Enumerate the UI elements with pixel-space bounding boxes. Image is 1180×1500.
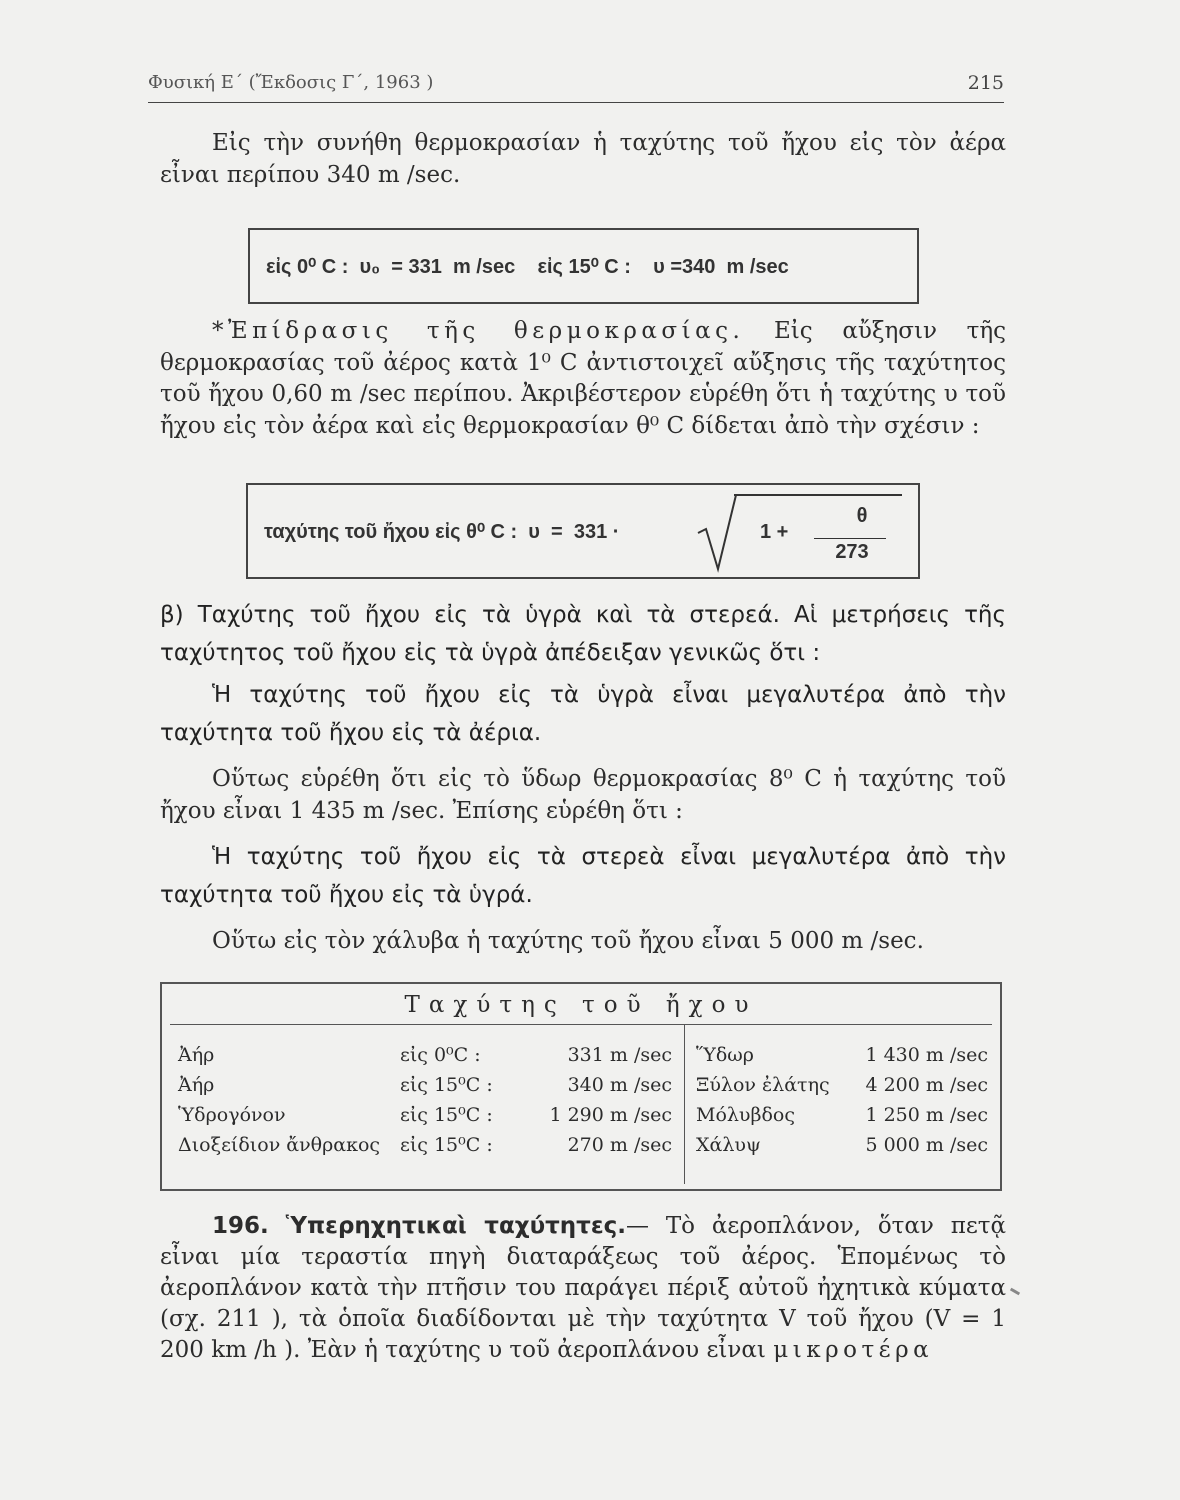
medium-name: Διοξείδιον ἄνθρακος bbox=[178, 1134, 381, 1156]
medium-speed: 1 290 m /sec bbox=[549, 1104, 672, 1126]
paragraph-supersonic bbox=[160, 1211, 1006, 1366]
material-speed: 5 000 m /sec bbox=[865, 1134, 988, 1156]
formula-denominator: 273 bbox=[835, 541, 869, 563]
speed-values: εἰς 0⁰ C : υ₀ = 331 m /sec εἰς 15⁰ C : υ =340 m /sec bbox=[266, 256, 789, 278]
medium-speed: 331 m /sec bbox=[567, 1044, 672, 1066]
table-title: Ταχύτης τοῦ ἤχου bbox=[404, 992, 758, 1018]
fraction-line bbox=[814, 538, 886, 539]
material-name: Ξύλον ἐλάτης bbox=[696, 1074, 830, 1096]
formula-numerator: θ bbox=[856, 505, 868, 527]
section-end-word: μικροτέρα bbox=[773, 1337, 934, 1363]
print-mark bbox=[1010, 1288, 1020, 1296]
medium-temperature: εἰς 15⁰C : bbox=[400, 1074, 493, 1096]
medium-name: Ἀήρ bbox=[178, 1074, 215, 1096]
paragraph-liquids-solids bbox=[160, 596, 1006, 672]
speed-formula-box bbox=[248, 228, 919, 304]
liquids-solids-text: β) Ταχύτης τοῦ ἤχου εἰς τὰ ὑγρὰ καὶ τὰ στερεά. Αἱ μετρήσεις τῆς ταχύτητος τοῦ ἤχου εἰς τὰ ὑγρὰ ἀπέδειξαν γενικῶς ὅτι : bbox=[160, 602, 1006, 666]
medium-temperature: εἰς 0⁰C : bbox=[400, 1044, 481, 1066]
section-text: — Τὸ ἀεροπλάνον, ὅταν πετᾷ εἶναι μία τεραστία πηγὴ διαταράξεως τοῦ ἀέρος. Ἑπομένως τὸ ἀεροπλάνον κατὰ τὴν πτῆσιν του παράγει πέριξ αὐτοῦ ἠχητικὰ κύματα (σχ. 211 ), τὰ ὁποῖα διαδίδονται μὲ τὴν ταχύτητα V τοῦ ἤχου (V = 1 200 km /h ). Ἐὰν ἡ ταχύτης υ τοῦ ἀεροπλάνου εἶναι bbox=[160, 1213, 1007, 1363]
formula-one-plus: 1 + bbox=[760, 521, 789, 543]
material-speed: 1 250 m /sec bbox=[865, 1104, 988, 1126]
medium-temperature: εἰς 15⁰C : bbox=[400, 1104, 493, 1126]
running-header bbox=[148, 70, 1004, 103]
medium-speed: 270 m /sec bbox=[567, 1134, 672, 1156]
medium-temperature: εἰς 15⁰C : bbox=[400, 1134, 493, 1156]
paragraph-air-speed: Εἰς τὴν συνήθη θερμοκρασίαν ἡ ταχύτης τοῦ ἤχου εἰς τὸν ἀέρα εἶναι περίπου 340 m /sec. bbox=[160, 130, 1006, 188]
statement-liquids: Ἡ ταχύτης τοῦ ἤχου εἰς τὰ ὑγρὰ εἶναι μεγαλυτέρα ἀπὸ τὴν ταχύτητα τοῦ ἤχου εἰς τὰ ἀέρια. bbox=[160, 682, 1006, 746]
section-title: Ὑπερηχητικαὶ ταχύτητες. bbox=[285, 1213, 627, 1239]
paragraph-water-speed: Οὕτως εὑρέθη ὅτι εἰς τὸ ὕδωρ θερμοκρασίας 8⁰ C ἡ ταχύτης τοῦ ἤχου εἶναι 1 435 m /sec. Ἐπίσης εὑρέθη ὅτι : bbox=[160, 766, 1006, 824]
square-root-icon bbox=[696, 493, 756, 573]
table-row bbox=[162, 1134, 1000, 1164]
table-row bbox=[162, 1044, 1000, 1074]
material-speed: 1 430 m /sec bbox=[865, 1044, 988, 1066]
material-name: Ὕδωρ bbox=[696, 1044, 754, 1066]
temperature-formula-box bbox=[246, 483, 920, 579]
radical-bar bbox=[734, 494, 902, 496]
paragraph-temperature-effect bbox=[160, 316, 1006, 442]
temperature-effect-heading: *Ἐπίδρασις τῆς θερμοκρασίας. bbox=[212, 318, 745, 344]
material-speed: 4 200 m /sec bbox=[865, 1074, 988, 1096]
paragraph-steel-speed: Οὕτω εἰς τὸν χάλυβα ἡ ταχύτης τοῦ ἤχου εἶναι 5 000 m /sec. bbox=[212, 928, 924, 954]
medium-name: Ἀήρ bbox=[178, 1044, 215, 1066]
medium-speed: 340 m /sec bbox=[567, 1074, 672, 1096]
material-name: Μόλυβδος bbox=[696, 1104, 795, 1126]
header-title: Φυσική Ε΄ (Ἔκδοσις Γ΄, 1963 ) bbox=[148, 72, 434, 93]
medium-name: Ὑδρογόνον bbox=[178, 1104, 286, 1126]
table-rule bbox=[170, 1024, 992, 1025]
page-number: 215 bbox=[967, 72, 1004, 94]
formula-left: ταχύτης τοῦ ἤχου εἰς θ⁰ C : υ = 331 · bbox=[264, 521, 620, 543]
statement-solids: Ἡ ταχύτης τοῦ ἤχου εἰς τὰ στερεὰ εἶναι μεγαλυτέρα ἀπὸ τὴν ταχύτητα τοῦ ἤχου εἰς τὰ ὑγρά. bbox=[160, 844, 1006, 908]
table-row bbox=[162, 1104, 1000, 1134]
speed-of-sound-table bbox=[160, 982, 1002, 1191]
section-number: 196. bbox=[212, 1213, 269, 1239]
table-row bbox=[162, 1074, 1000, 1104]
material-name: Χάλυψ bbox=[696, 1134, 761, 1156]
temperature-effect-text: Εἰς αὔξησιν τῆς θερμοκρασίας τοῦ ἀέρος κατὰ 1⁰ C ἀντιστοιχεῖ αὔξησις τῆς ταχύτητος τοῦ ἤχου 0,60 m /sec περίπου. Ἀκριβέστερον εὑρέθη ὅτι ἡ ταχύτης υ τοῦ ἤχου εἰς τὸν ἀέρα καὶ εἰς θερμοκρασίαν θ⁰ C δίδεται ἀπὸ τὴν σχέσιν : bbox=[160, 318, 1006, 439]
